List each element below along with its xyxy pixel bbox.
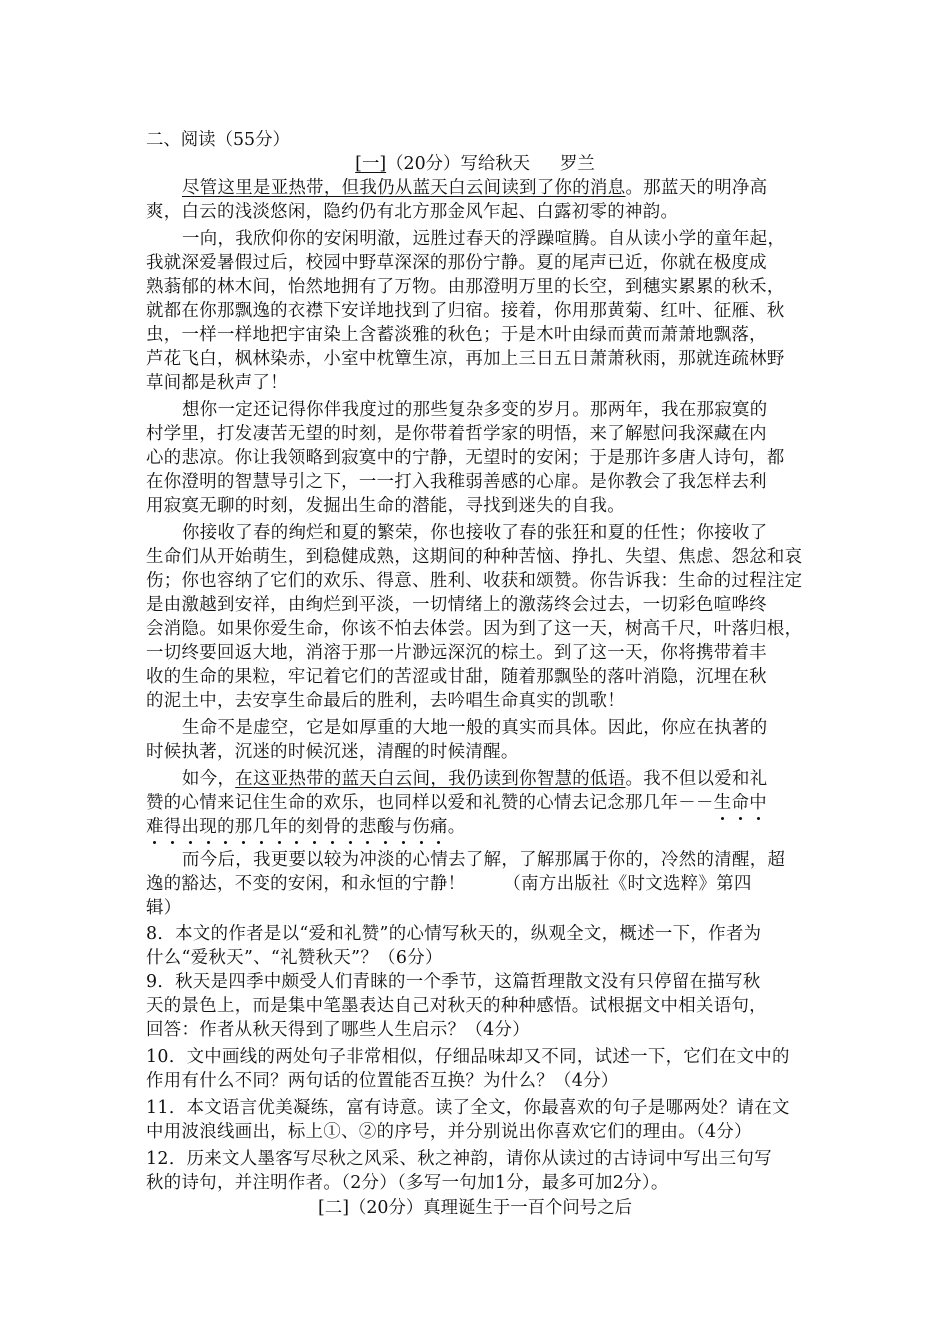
paragraph-3-line: 心的悲凉。你让我领略到寂寞中的宁静，无望时的安闲；于是那许多唐人诗句，都 xyxy=(146,448,785,468)
dotted-emphasis-text: 生命中 xyxy=(713,793,767,813)
paragraph-5-line: 生命不是虚空，它是如厚重的大地一般的真实而具体。因此，你应在执著的 xyxy=(182,718,768,738)
paragraph-6-prefix: 如今， xyxy=(182,769,236,789)
paragraph-6-line-1 xyxy=(182,767,767,791)
paragraph-1-line-2: 爽，白云的浅淡悠闲，隐约仍有北方那金风乍起、白露初零的神韵。 xyxy=(146,202,679,222)
underlined-sentence-2: 在这亚热带的蓝天白云间，我仍读到你智慧的低语 xyxy=(235,769,626,789)
passage-author: 罗兰 xyxy=(560,154,595,174)
source-citation: （南方出版社《时文选粹》第四 xyxy=(503,874,752,894)
paragraph-6-line-3 xyxy=(146,815,466,839)
paragraph-2-line: 我就深爱暑假过后，校园中野草深深的那份宁静。夏的尾声已近，你就在极度成 xyxy=(146,253,767,273)
question-12-line: 秋的诗句，并注明作者。（2分）（多写一句加1分，最多可加2分）。 xyxy=(146,1173,669,1193)
paragraph-4-line: 收的生命的果粒，牢记着它们的苦涩或甘甜，随着那飘坠的落叶消隐，沉埋在秋 xyxy=(146,667,767,687)
paragraph-6-rest: 。我不但以爱和礼 xyxy=(625,769,768,789)
paragraph-4-line: 生命们从开始萌生，到稳健成熟，这期间的种种苦恼、挣扎、失望、焦虑、怨忿和哀 xyxy=(146,547,803,567)
paragraph-2-line: 熟蓊郁的林木间，怡然地拥有了万物。由那澄明万里的长空，到穗实累累的秋禾， xyxy=(146,277,785,297)
question-9-line: 回答：作者从秋天得到了哪些人生启示？（4分） xyxy=(146,1020,530,1040)
paragraph-6-line-2 xyxy=(146,791,767,815)
paragraph-2-line: 一向，我欣仰你的安闲明澈，远胜过春天的浮躁喧腾。自从读小学的童年起， xyxy=(182,229,786,249)
paragraph-7-line-1: 而今后，我更要以较为冲淡的心情去了解，了解那属于你的，冷然的清醒，超 xyxy=(182,850,786,870)
underlined-sentence-1: 尽管这里是亚热带，但我仍从蓝天白云间读到了你的消息 xyxy=(182,178,626,198)
question-12-line: 12．历来文人墨客写尽秋之风采、秋之神韵，请你从读过的古诗词中写出三句写 xyxy=(146,1149,773,1169)
paragraph-1-line-1 xyxy=(182,176,767,200)
question-9-line: 9．秋天是四季中颇受人们青睐的一个季节，这篇哲理散文没有只停留在描写秋 xyxy=(146,972,761,992)
paragraph-2-line: 虫，一样一样地把宇宙染上含蓄淡雅的秋色；于是木叶由绿而黄而萧萧地飘落， xyxy=(146,325,767,345)
paragraph-2-line: 就都在你那飘逸的衣襟下安详地找到了归宿。接着，你用那黄菊、红叶、征雁、秋 xyxy=(146,301,785,321)
paragraph-2-line: 芦花飞白，枫林染赤，小室中枕簟生凉，再加上三日五日萧萧秋雨，那就连疏林野 xyxy=(146,349,785,369)
passage-title xyxy=(0,152,950,176)
paragraph-3-line: 想你一定还记得你伴我度过的那些复杂多变的岁月。那两年，我在那寂寞的 xyxy=(182,400,768,420)
paragraph-2-line: 草间都是秋声了！ xyxy=(146,373,288,393)
question-10-line: 10．文中画线的两处句子非常相似，仔细品味却又不同，试述一下，它们在文中的 xyxy=(146,1047,790,1067)
paragraph-4-line: 是由激越到安祥，由绚烂到平淡，一切情绪上的激荡终会过去，一切彩色喧哗终 xyxy=(146,595,767,615)
paragraph-4-line: 会消隐。如果你爱生命，你该不怕去体尝。因为到了这一天，树高千尺，叶落归根， xyxy=(146,619,803,639)
dotted-emphasis-text: 难得出现的那几年的刻骨的悲酸与伤痛 xyxy=(146,817,448,837)
question-11-line: 中用波浪线画出，标上①、②的序号，并分别说出你喜欢它们的理由。（4分） xyxy=(146,1122,752,1142)
question-11-line: 11．本文语言优美凝练，富有诗意。读了全文，你最喜欢的句子是哪两处？请在文 xyxy=(146,1098,790,1118)
paragraph-3-line: 在你澄明的智慧导引之下，一一打入我稚弱善感的心扉。是你教会了我怎样去利 xyxy=(146,472,767,492)
paragraph-1-rest: 。那蓝天的明净高 xyxy=(625,178,768,198)
question-8-line: 什么“爱秋天”、“礼赞秋天”？（6分） xyxy=(146,948,443,968)
paragraph-4-line: 一切终要回返大地，消溶于那一片渺远深沉的棕土。到了这一天，你将携带着丰 xyxy=(146,643,767,663)
question-10-line: 作用有什么不同？两句话的位置能否互换？为什么？（4分） xyxy=(146,1071,619,1091)
paragraph-5-line: 时候执著，沉迷的时候沉迷，清醒的时候清醒。 xyxy=(146,742,519,762)
paragraph-7-text: 逸的豁达，不变的安闲，和永恒的宁静！ xyxy=(146,874,466,894)
section-heading: 二、阅读（55分） xyxy=(146,130,290,150)
paragraph-4-line: 的泥土中，去安享生命最后的胜利，去吟唱生命真实的凯歌！ xyxy=(146,691,625,711)
paragraph-6-text: 赞的心情来记住生命的欢乐，也同样以爱和礼赞的心情去记念那几年－－ xyxy=(146,793,714,813)
passage-number: [一] xyxy=(355,154,387,174)
paragraph-3-line: 村学里，打发凄苦无望的时刻，是你带着哲学家的明悟，来了解慰问我深藏在内 xyxy=(146,424,767,444)
source-citation-end: 辑） xyxy=(146,898,182,918)
paragraph-4-line: 你接收了春的绚烂和夏的繁荣，你也接收了春的张狂和夏的任性；你接收了 xyxy=(182,523,768,543)
passage-2-title: [二]（20分）真理诞生于一百个问号之后 xyxy=(318,1198,632,1218)
paragraph-4-line: 伤；你也容纳了它们的欢乐、得意、胜利、收获和颂赞。你告诉我：生命的过程注定 xyxy=(146,571,803,591)
passage-title-text: （20分）写给秋天 xyxy=(386,154,531,174)
paragraph-7-line-2 xyxy=(146,872,752,896)
question-9-line: 天的景色上，而是集中笔墨表达自己对秋天的种种感悟。试根据文中相关语句， xyxy=(146,996,767,1016)
paragraph-6-end: 。 xyxy=(447,817,466,837)
question-8-line: 8．本文的作者是以“爱和礼赞”的心情写秋天的，纵观全文，概述一下，作者为 xyxy=(146,924,762,944)
paragraph-3-line: 用寂寞无聊的时刻，发掘出生命的潜能，寻找到迷失的自我。 xyxy=(146,496,625,516)
